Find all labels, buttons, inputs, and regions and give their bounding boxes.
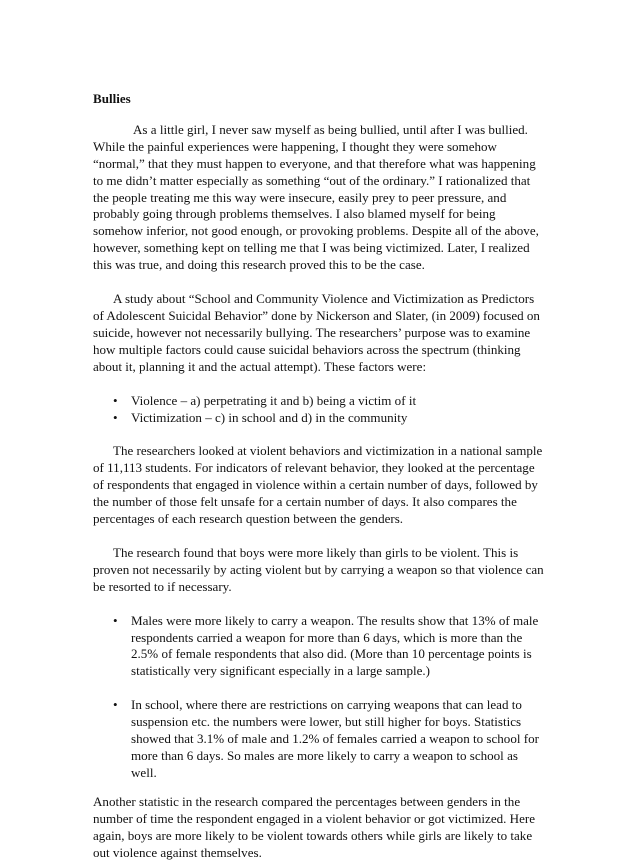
bullet-icon: •: [113, 697, 118, 713]
bullet-icon: •: [113, 392, 118, 408]
list-item: [93, 697, 545, 782]
list-item: [93, 393, 545, 410]
paragraph-study: A study about “School and Community Violence and Victimization as Predictors of Adolescent Suicidal Behavior” done by Nickerson and Slater, (in 2009) focused on suicide, however not necessarily bullying. The researchers’ purpose was to examine how multiple factors could cause suicidal behaviors across the spectrum (thinking about it, planning it and the actual attempt). These factors were:: [93, 291, 540, 374]
paragraph-statistic: Another statistic in the research compared the percentages between genders in the number of time the respondent engaged in a violent behavior or got victimized. Here again, boys are more likely to be violent towards others while girls are likely to take out violence against themselves.: [93, 793, 536, 860]
list-item-text: Males were more likely to carry a weapon. The results show that 13% of male respondents carried a weapon for more than 6 days, which is more than the 2.5% of female respondents that also did. (More than 10 percentage points is statistically very significant especially in a large sample.): [131, 612, 539, 679]
list-item-text: In school, where there are restrictions on carrying weapons that can lead to suspension etc. the numbers were lower, but still higher for boys. Statistics showed that 3.1% of male and 1.2% of females carried a weapon to school for more than 6 days. So males are more likely to carry a weapon to school as well.: [131, 697, 539, 780]
paragraph-intro: As a little girl, I never saw myself as being bullied, until after I was bullied. While the painful experiences were happening, I thought they were somehow “normal,” that they must happen to everyone, and that therefore what was happening to me didn’t matter especially as something “out of the ordinary.” I rationalized that the people treating me this way were insecure, easily prey to peer pressure, and probably going through problems themselves. I also blamed myself for being somehow inferior, not good enough, or provoking problems. Despite all of the above, however, something kept on telling me that I was being victimized. Later, I realized this was true, and doing this research proved this to be the case.: [93, 121, 539, 273]
document-page: [93, 91, 545, 861]
findings-list: [93, 613, 545, 782]
document-title: Bullies: [93, 91, 131, 106]
list-item-text: Victimization – c) in school and d) in the community: [131, 409, 408, 425]
paragraph-sample: The researchers looked at violent behaviors and victimization in a national sample of 11,113 students. For indicators of relevant behavior, they looked at the percentage of respondents that engaged in violence within a certain number of days, followed by the number of those felt unsafe for a certain number of days. It also compares the percentages of each research question between the genders.: [93, 443, 543, 527]
bullet-icon: •: [113, 612, 118, 628]
list-item: [93, 613, 545, 681]
list-item-text: Violence – a) perpetrating it and b) being a victim of it: [131, 392, 417, 408]
bullet-icon: •: [113, 409, 118, 425]
factors-list: [93, 393, 545, 427]
paragraph-findings: The research found that boys were more likely than girls to be violent. This is proven not necessarily by acting violent but by carrying a weapon so that violence can be resorted to if necessary.: [93, 544, 544, 594]
list-item: [93, 410, 545, 427]
